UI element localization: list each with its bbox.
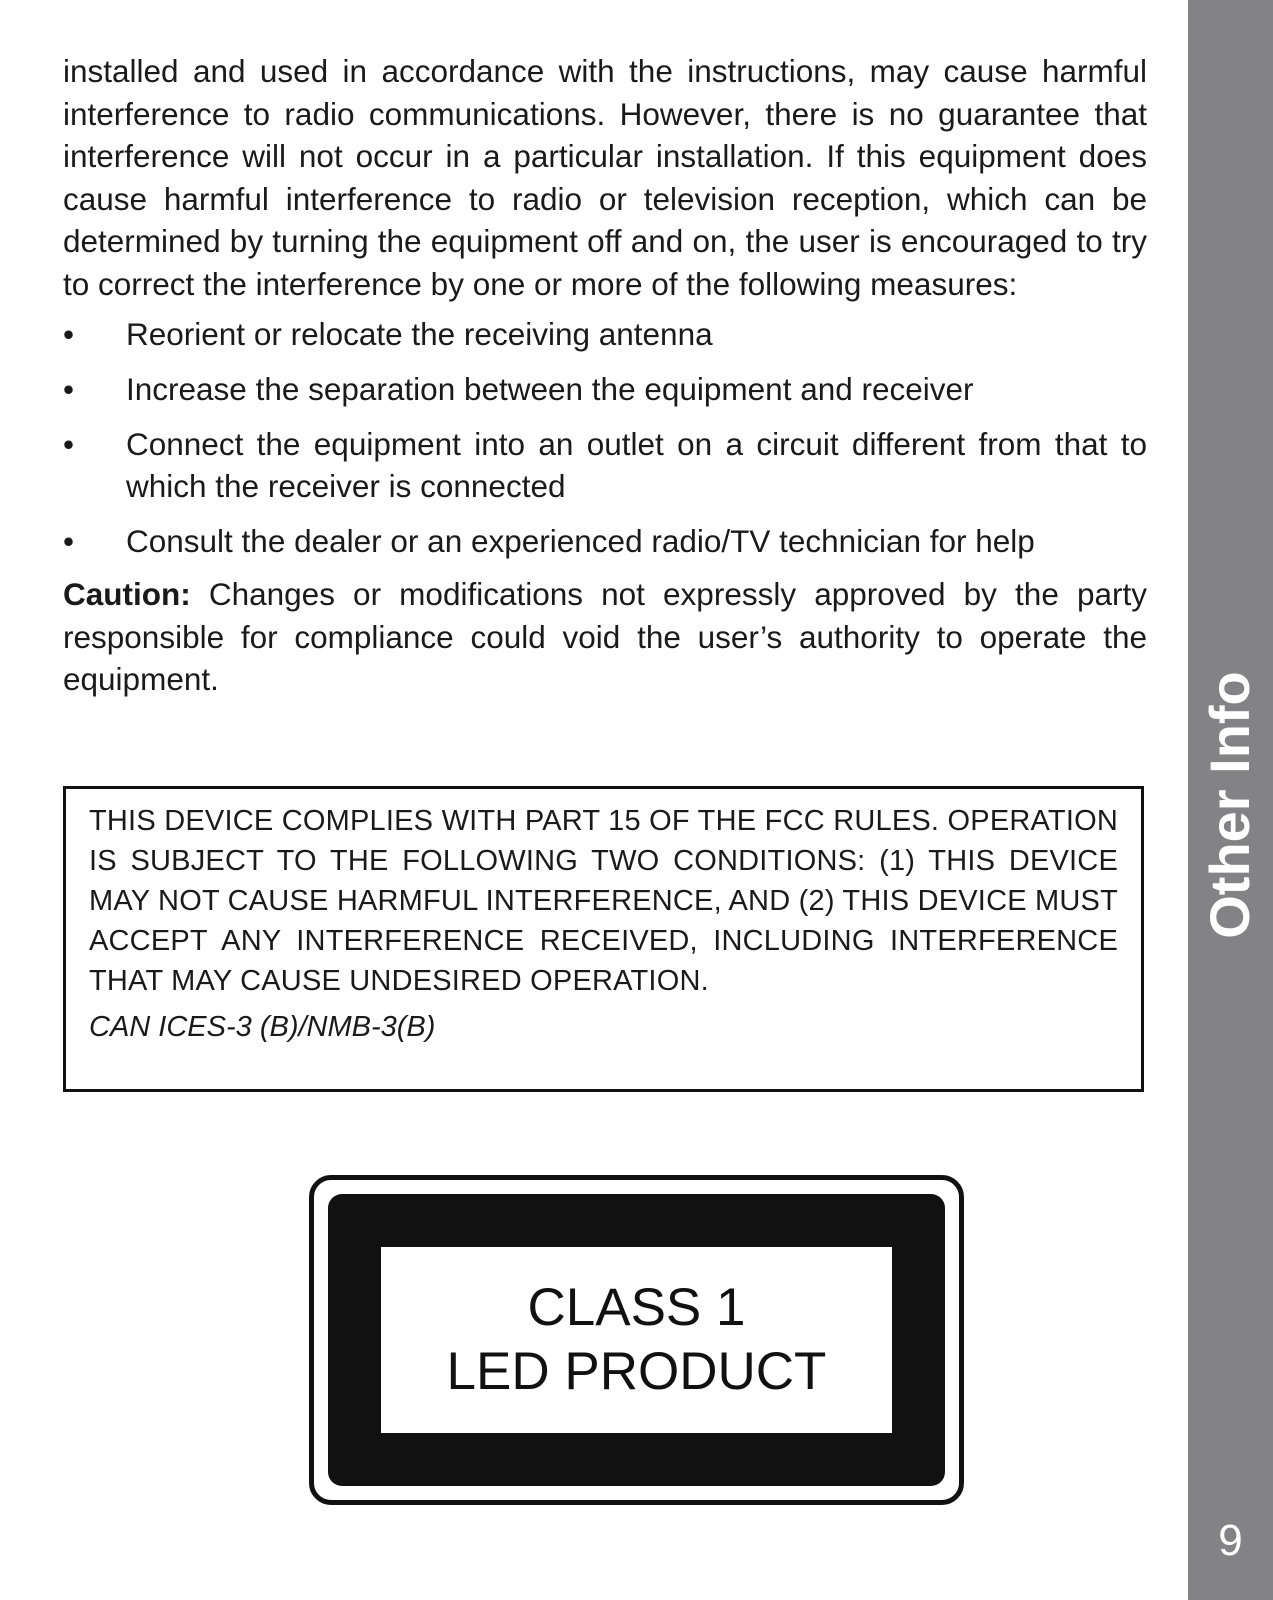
label-black-frame <box>328 1194 945 1486</box>
caution-paragraph <box>63 573 1147 701</box>
label-text-window <box>381 1247 892 1433</box>
list-item-text: Consult the dealer or an experienced radio/TV technician for help <box>126 523 1035 559</box>
page-number: 9 <box>1218 1516 1243 1565</box>
list-item-text: Connect the equipment into an outlet on a circuit different from that to which the receiver is connected <box>126 426 1147 504</box>
ices-code: CAN ICES-3 (B)/NMB-3(B) <box>89 1011 436 1043</box>
document-body <box>63 50 1147 701</box>
caution-label: Caution: <box>63 576 191 612</box>
bullet-dot: • <box>63 316 75 352</box>
list-item <box>63 313 1147 355</box>
list-item <box>63 368 1147 410</box>
list-item <box>63 423 1147 507</box>
fcc-compliance-box <box>63 786 1144 1092</box>
fcc-statement: THIS DEVICE COMPLIES WITH PART 15 OF THE FCC RULES. OPERATION IS SUBJECT TO THE FOLLOWING TWO CONDITIONS: (1) THIS DEVICE MAY NOT CAUSE HARMFUL INTERFERENCE, AND (2) THIS DEVICE MUST ACCEPT ANY INTERFERENCE RECEIVED, INCLUDING INTERFERENCE THAT MAY CAUSE UNDESIRED OPERATION. <box>89 805 1118 997</box>
caution-text: Changes or modifications not expressly approved by the party responsible for compliance could void the user’s authority to operate the equipment. <box>63 576 1147 697</box>
list-item <box>63 520 1147 562</box>
section-title: Other Info <box>1198 671 1261 939</box>
bullet-dot: • <box>63 371 75 407</box>
class1-led-label <box>309 1175 964 1505</box>
list-item-text: Reorient or relocate the receiving antenna <box>126 316 713 352</box>
label-line-product: LED PRODUCT <box>446 1342 827 1401</box>
bullet-dot: • <box>63 426 75 462</box>
intro-paragraph: installed and used in accordance with the instructions, may cause harmful interference to radio communications. However, there is no guarantee that interference will not occur in a particular installation. If this equipment does cause harmful interference to radio or television reception, which can be determined by turning the equipment off and on, the user is encouraged to try to correct the interference by one or more of the following measures: <box>63 53 1147 302</box>
bullet-dot: • <box>63 523 75 559</box>
label-line-class: CLASS 1 <box>527 1278 746 1337</box>
measures-list <box>63 313 1147 562</box>
section-sidebar <box>1188 0 1273 1600</box>
list-item-text: Increase the separation between the equipment and receiver <box>126 371 974 407</box>
